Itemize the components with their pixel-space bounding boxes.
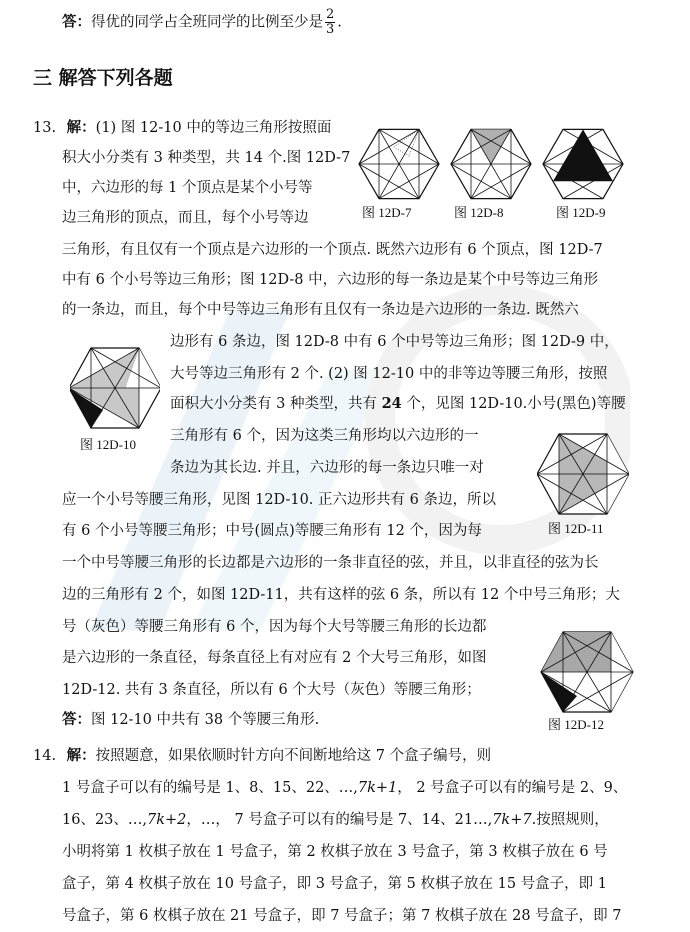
problem-14-line-3 [62, 810, 609, 830]
hexagon-figure-12d-9 [540, 128, 626, 200]
math-expression: 7k+2 [147, 812, 187, 828]
previous-answer [62, 8, 342, 37]
text-line: 16、23、…, [62, 812, 148, 828]
problem-13-line-6: 中有 6 个小号等边三角形；图 12D-8 中，六边形的每一条边是某个中号等边三角形 [62, 272, 599, 288]
text-line: 个，见图 12D-10.小号(黑色)等腰 [401, 396, 626, 412]
figure-caption-12d-7: 图 12D-7 [362, 205, 412, 220]
answer-text: 图 12-10 中共有 38 个等腰三角形. [91, 712, 320, 728]
hexagon-figure-12d-7 [356, 128, 442, 200]
figure-caption-12d-12: 图 12D-12 [548, 717, 604, 732]
problem-14-line-5: 盒子，第 4 枚棋子放在 10 号盒子，即 3 号盒子，第 5 枚棋子放在 15 号盒子，即 1 [62, 876, 608, 892]
problem-13-line-17: 号（灰色）等腰三角形有 6 个，因为每个大号等腰三角形的长边都 [62, 619, 487, 635]
problem-13-line-5: 三角形，有且仅有一个顶点是六边形的一个顶点. 既然六边形有 6 个顶点，图 12D-7 [62, 242, 603, 258]
problem-13-line-3: 中，六边形的每 1 个顶点是某个小号等 [62, 180, 313, 196]
problem-13-line-9: 大号等边三角形有 2 个. (2) 图 12-10 中的非等边等腰三角形，按照 [170, 366, 608, 382]
figure-caption-12d-10: 图 12D-10 [80, 437, 136, 452]
problem-13-number: 13. [33, 120, 57, 136]
text-line: .按照规则， [531, 812, 609, 828]
fraction-numerator: 2 [326, 7, 335, 22]
problem-14-line-2 [62, 778, 627, 798]
problem-13-line-16: 边的三角形有 2 个，如图 12D-11，共有这样的弦 6 条，所以有 12 个中号三角形；大 [62, 587, 620, 603]
text-line: (1) 图 12-10 中的等边三角形按照面 [95, 120, 332, 136]
math-expression: 7k+7 [492, 812, 532, 828]
figure-caption-12d-8: 图 12D-8 [454, 205, 504, 220]
problem-13-line-12: 条边为其长边. 并且，六边形的每一条边只唯一对 [170, 460, 484, 476]
hexagon-figure-12d-12 [540, 630, 634, 714]
fraction-denominator: 3 [326, 22, 335, 37]
problem-14-line-4: 小明将第 1 枚棋子放在 1 号盒子，第 2 枚棋子放在 3 号盒子，第 3 枚棋子放在 6 号 [62, 844, 608, 860]
answer-label: 答： [62, 711, 91, 728]
problem-13-line-15: 一个中号等腰三角形的长边都是六边形的一条非直径的弦，并且，以非直径的弦为长 [62, 555, 599, 571]
text-line: 1 号盒子可以有的编号是 1、8、15、22、…, [62, 780, 358, 796]
problem-13-line-10 [170, 394, 626, 414]
problem-13-line-19: 12D-12. 共有 3 条直径，所以有 6 个大号（灰色）等腰三角形； [62, 682, 481, 698]
figure-caption-12d-9: 图 12D-9 [556, 205, 606, 220]
problem-13-answer [62, 710, 319, 730]
problem-13-line-13: 应一个小号等腰三角形，见图 12D-10. 正六边形共有 6 条边，所以 [62, 492, 496, 508]
problem-13-line-11: 三角形有 6 个，因为这类三角形均以六边形的一 [170, 428, 479, 444]
hexagon-figure-12d-10 [70, 346, 160, 430]
math-expression: 7k+1 [357, 780, 398, 796]
problem-13-line-18: 是六边形的一条直径，每条直径上有对应有 2 个大号三角形，如图 [62, 650, 487, 666]
problem-13-line-2: 积大小分类有 3 种类型，共 14 个.图 12D-7 [62, 150, 351, 166]
answer-tail: . [337, 14, 342, 31]
text-line: ，…， 7 号盒子可以有的编号是 7、14、21…, [186, 812, 493, 828]
text-line: ， 2 号盒子可以有的编号是 2、9、 [397, 780, 628, 796]
text-line: 面积大小分类有 3 种类型，共有 [170, 396, 377, 412]
solution-label: 解： [66, 747, 96, 764]
answer-label: 答： [62, 13, 91, 31]
section-title: 三 解答下列各题 [33, 67, 173, 89]
text-line: 按照题意，如果依顺时针方向不间断地给这 7 个盒子编号，则 [95, 748, 492, 764]
bold-count: 24 [381, 395, 402, 412]
problem-13-line-7: 的一条边，而且，每个中号等边三角形有且仅有一条边是六边形的一条边. 既然六 [62, 302, 579, 318]
figure-caption-12d-11: 图 12D-11 [548, 521, 604, 536]
problem-14-line-6: 号盒子，第 6 枚棋子放在 21 号盒子，即 7 号盒子；第 7 枚棋子放在 28 号盒子，即 7 [62, 908, 622, 924]
problem-14-line-1 [33, 746, 491, 766]
problem-13-line-14: 有 6 个小号等腰三角形；中号(圆点)等腰三角形有 12 个，因为每 [62, 523, 482, 539]
solution-label: 解： [66, 119, 96, 136]
answer-text: 得优的同学占全班同学的比例至少是 [91, 14, 323, 31]
fraction [325, 8, 335, 37]
problem-13-line-4: 边三角形的顶点，而且，每个小号等边 [62, 210, 309, 226]
hexagon-figure-12d-8 [448, 128, 534, 200]
problem-13-line-1 [33, 118, 331, 138]
hexagon-figure-12d-11 [537, 432, 629, 516]
problem-13-line-8: 边形有 6 条边，图 12D-8 中有 6 个中号等边三角形；图 12D-9 中， [170, 334, 619, 350]
problem-14-number: 14. [33, 748, 57, 764]
